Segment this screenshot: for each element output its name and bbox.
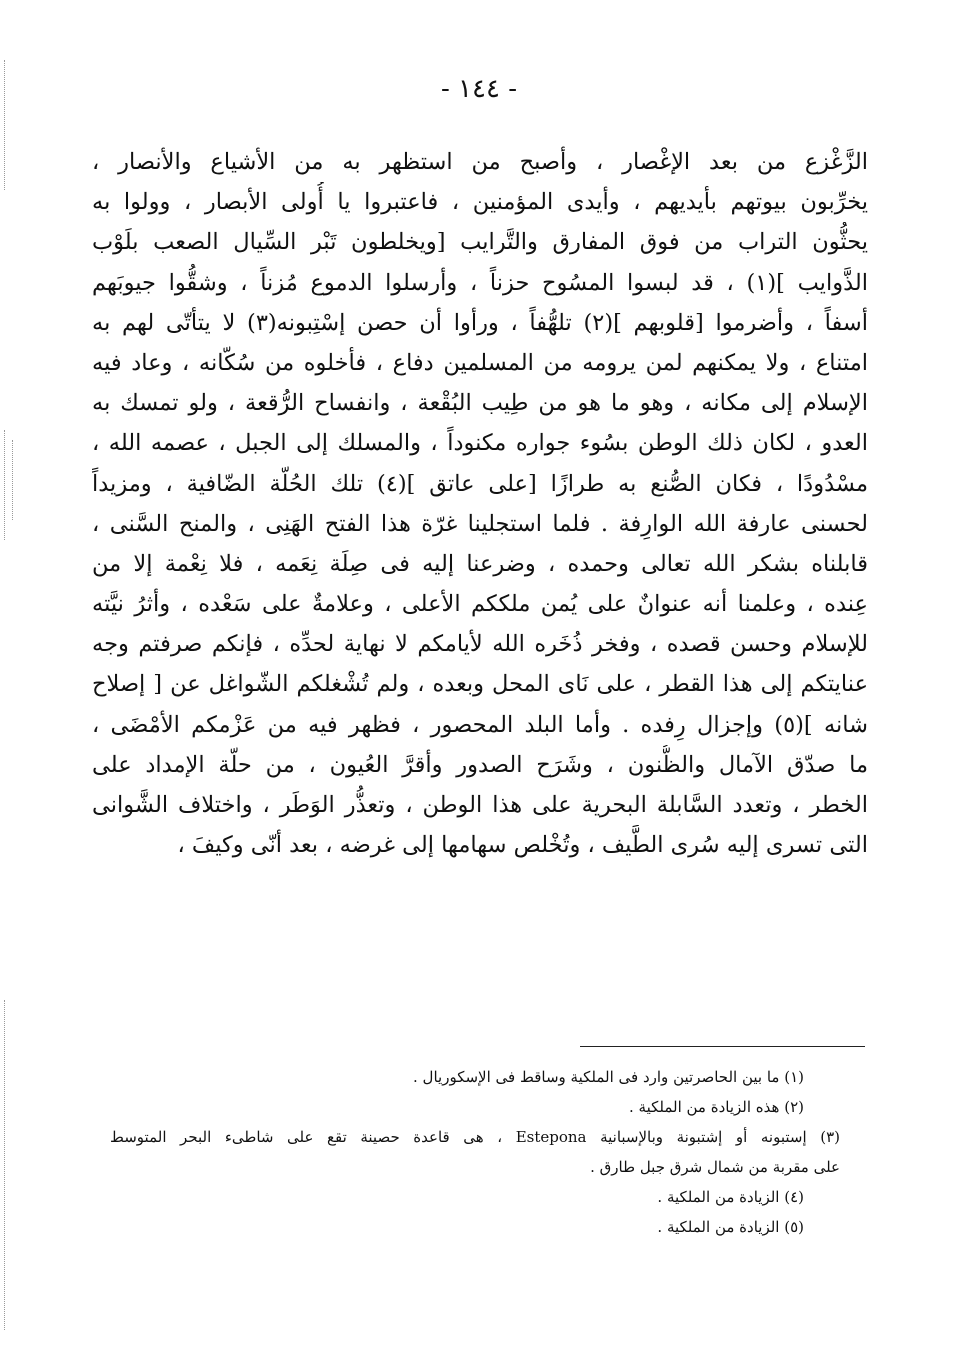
text-line: امتناع ، ولا يمكنهم لمن يرومه من المسلمين دفاع ، فأخلوه من سُكّانه ، وعاد فيه	[92, 349, 868, 376]
text-line: يخرِّبون بيوتهم بأيديهم ، وأيدى المؤمنين ، فاعتبروا يا أُولى الأبصار ، وولوا به	[92, 189, 868, 216]
footnote: (٥) الزيادة من الملكية .	[657, 1218, 804, 1236]
text-line: عِنده ، وعلمنا أنه عنوانٌ على يُمن ملككم الأعلى ، وعلامةٌ على سَعْده ، وأثرُ نيَّته	[92, 591, 868, 618]
scan-margin-mark	[4, 430, 5, 540]
text-line: التى تسرى إليه سُرى الطَّيف ، وتُخْلص سهامها إلى غرضه ، بعد أنّى وكيفَ ،	[177, 832, 868, 859]
footnote: (٤) الزيادة من الملكية .	[657, 1188, 804, 1206]
text-line: أسفاً ، وأضرموا [قلوبهم ](٢) تلهُّفاً ، ورأوا أن حصن إسْتِبونه(٣) لا يتأتّى لهم به	[92, 309, 868, 336]
footnote: (٢) هذه الزيادة من الملكية .	[628, 1098, 804, 1116]
text-line: لحسنى عارفة الله الوارِفة . فلما استجلينا غرّة هذا الفتح الهَنِى ، والمنح السَّنى ،	[92, 510, 868, 537]
text-line: للإسلام وحسن قصده ، وفخر ذُخَره الله لأيامكم لا نهاية لحدِّه ، فإنكم صرفتم وجه	[92, 631, 868, 658]
text-line: يحثُّون التراب من فوق المفارق والتَّرايب [ويخلطون تَبْر السِّيال الصعب بلَوْب	[92, 229, 868, 256]
text-line: الخطر ، وتعدد السَّابلة البحرية على هذا الوطن ، وتعذُّر الوَطَر ، واختلاف الشَّوانى	[92, 792, 868, 818]
text-line: عنايتكم إلى هذا القطر ، على نَاى المحل وبعده ، ولم تُشْغلكم الشّواغل عن [ إصلاح	[92, 671, 868, 698]
text-line: الإسلام إلى مكانه ، وهو ما هو من طِيب البُقْعة ، وانفساح الرُّقعة ، ولو تمسك به	[92, 390, 868, 417]
scan-margin-mark	[4, 1000, 5, 1330]
footnote: (١) ما بين الحاصرتين وارد فى الملكية وساقط فى الإسكوريال .	[413, 1068, 804, 1086]
page-number: - ١٤٤ -	[440, 74, 518, 104]
text-line: مسْدُودًا ، فكان الصُّنع به طرازًا [على عاتق ](٤) تلك الحُلّة الضّافية ، ومزيداً	[92, 470, 868, 497]
text-line: ما صدّق الآمال والظُّنون ، وشَرَح الصدور وأقرَّ العُيون ، من حلّة الإمداد على	[92, 751, 868, 778]
text-line: شانه ](٥) وإجزال رِفده . وأما البلد المحصور ، فظهر فيه من عَزْمكم الأمْضَى ،	[92, 711, 868, 738]
text-line: الزَّغْزع من بعد الإغْصار ، وأصبح من استظهر به من الأشياع والأنصار ،	[92, 149, 868, 175]
text-line: العدو ، لكان ذلك الوطن بسُوء جواره مكنوداً ، والمسلك إلى الجبل ، عصمه الله ،	[92, 430, 868, 457]
footnote-continuation: على مقربة من شمال شرق جبل طارق .	[590, 1158, 840, 1176]
text-line: الذَّوايب ](١) ، قد لبسوا المسُوح حزناً ، وأرسلوا الدموع مُزناً ، وشقُّوا جيوبَهم	[92, 269, 868, 296]
footnote-divider	[580, 1046, 865, 1047]
scan-margin-mark	[12, 440, 13, 520]
body-text	[92, 142, 868, 865]
scan-margin-mark	[4, 60, 5, 190]
footnotes	[110, 1062, 840, 1242]
footnote: (٣) إستبونه أو إشتبونة وبالإسبانية Estepona ، هى قاعدة حصينة تقع على شاطىء البحر المتوسط	[110, 1128, 840, 1146]
text-line: قابلناه بشكر الله تعالى وحمده ، وضرعنا إليه فى صِلَة نِعَمه ، فلا نِعْمة إلا من	[92, 550, 868, 577]
